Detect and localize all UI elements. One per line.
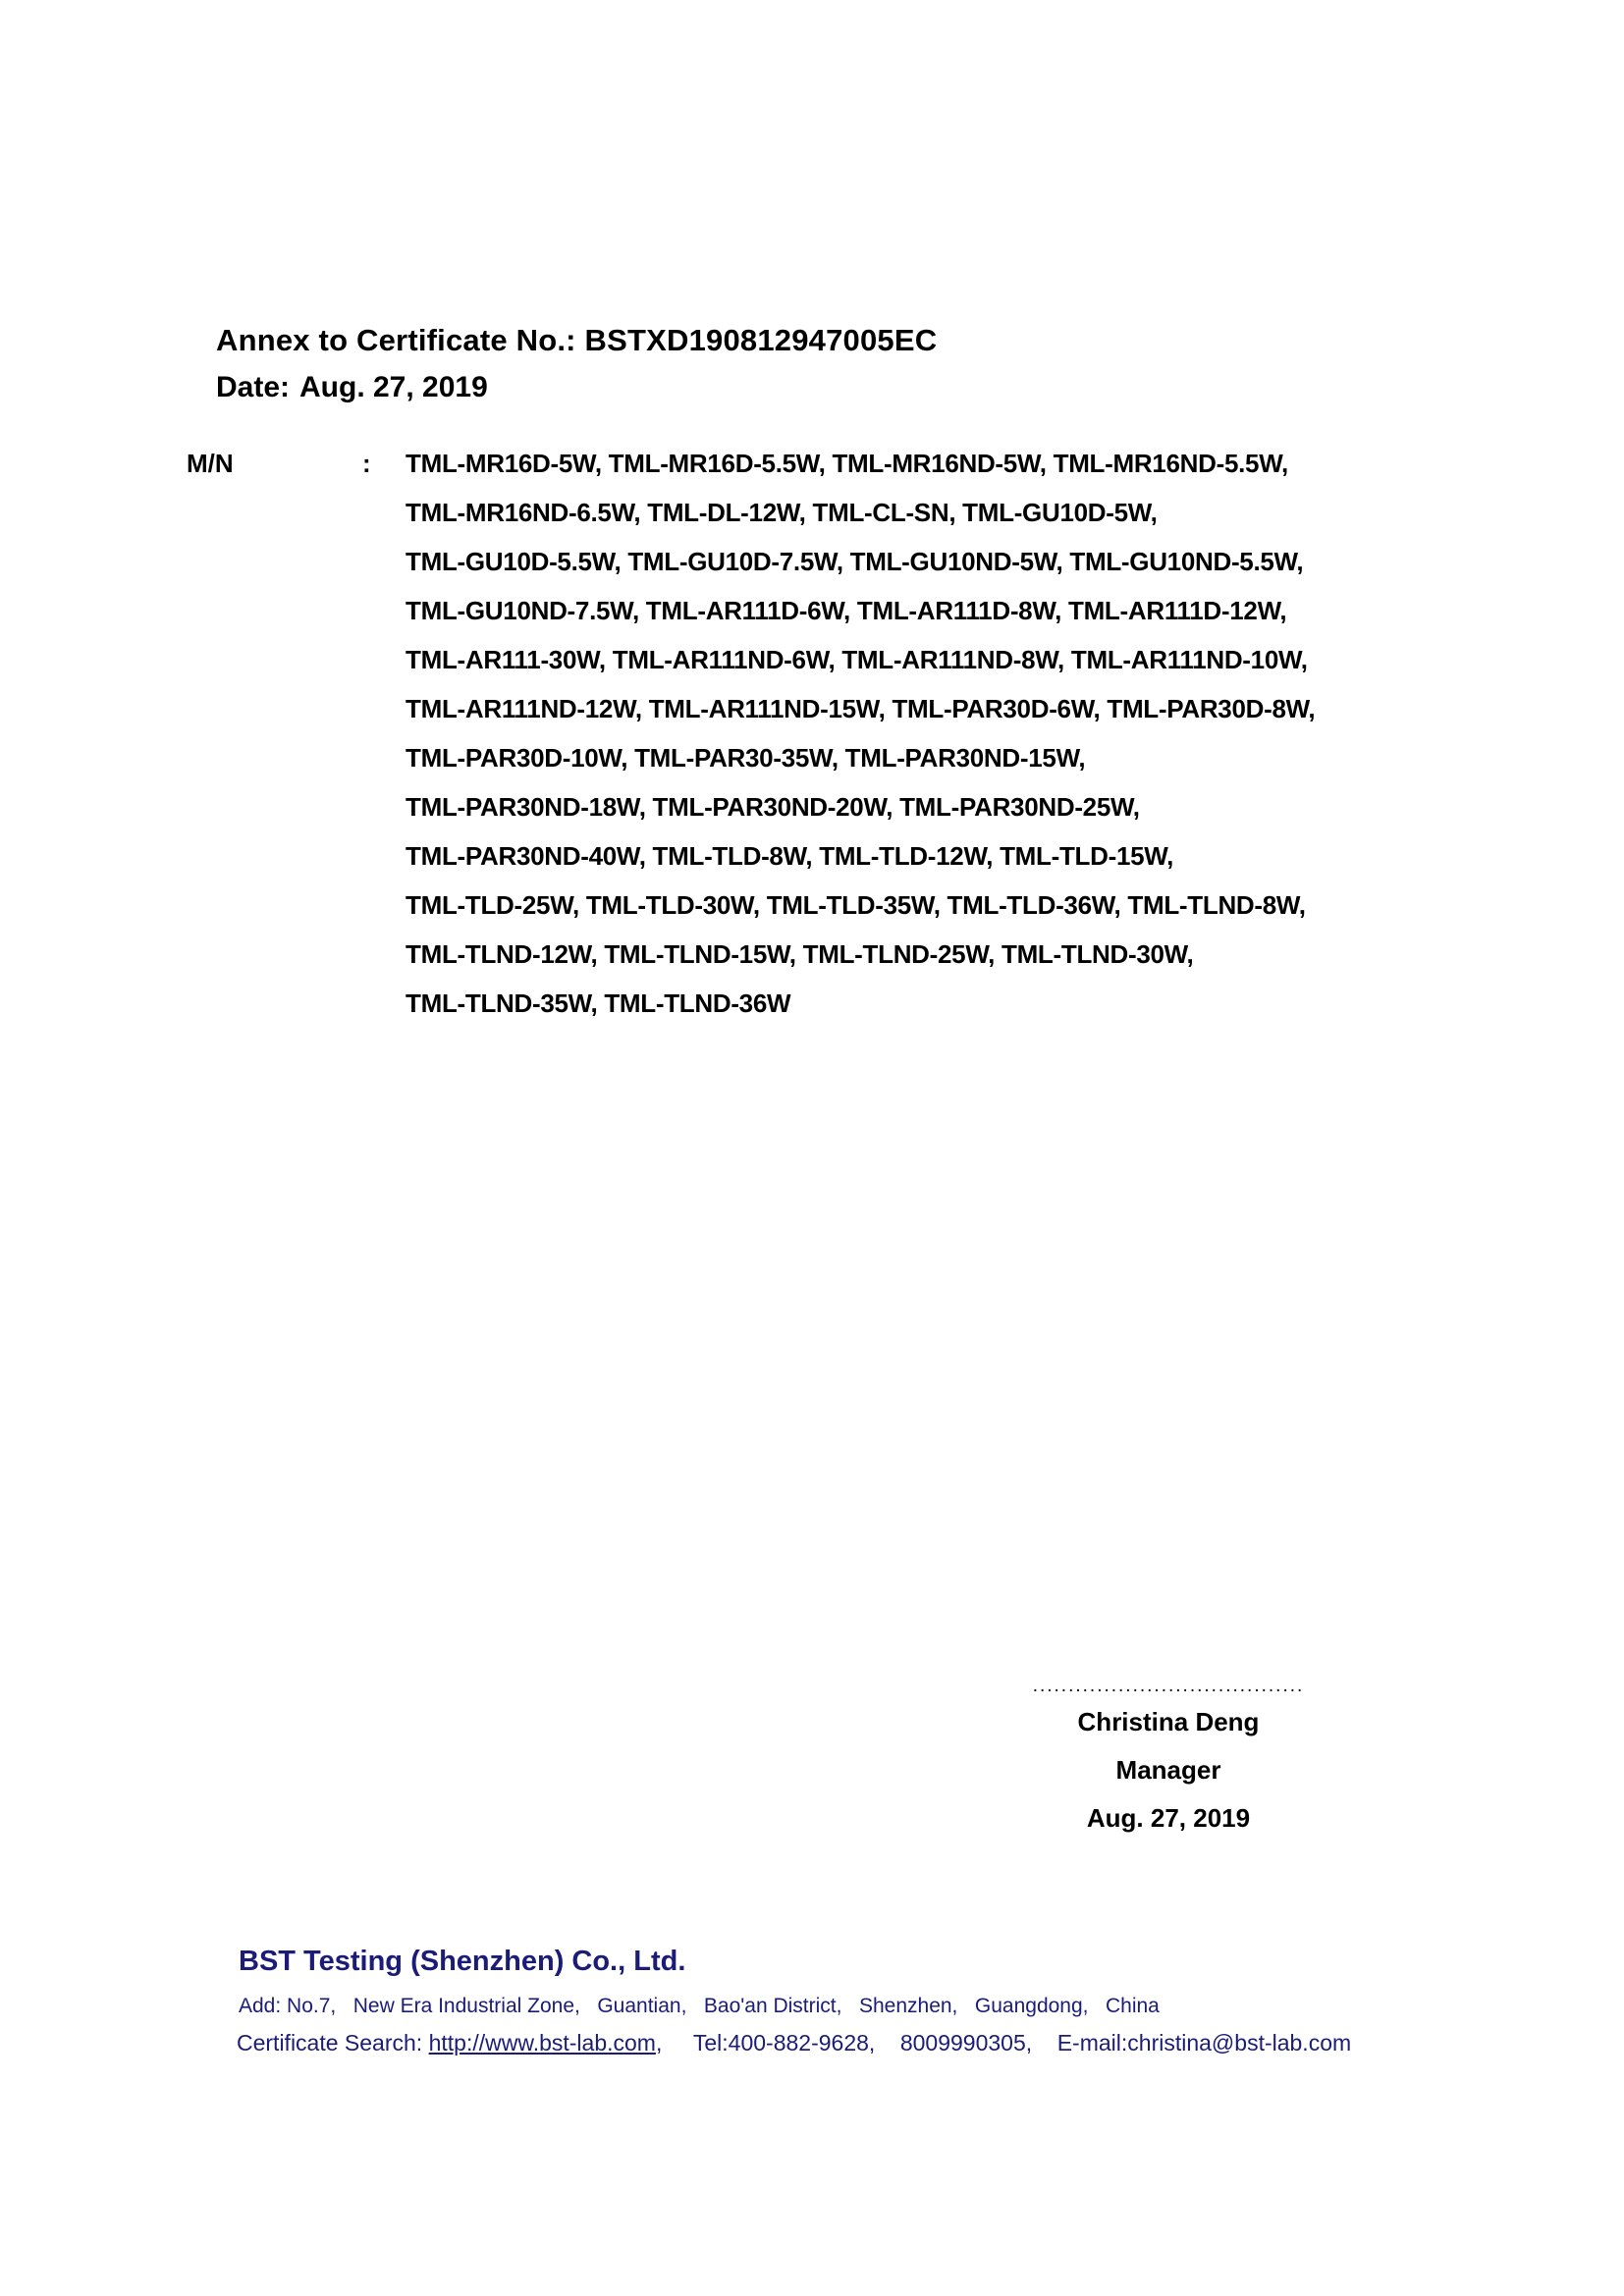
certificate-search-line [237,2030,1351,2056]
certificate-search-url-link[interactable]: http://www.bst-lab.com [428,2030,656,2056]
date-value: Aug. 27, 2019 [299,371,488,403]
model-number-line: TML-TLND-12W, TML-TLND-15W, TML-TLND-25W, TML-TLND-30W, [406,939,1194,969]
model-number-label: M/N [187,449,234,478]
signature-date: Aug. 27, 2019 [1086,1803,1251,1833]
certificate-search-contacts: , Tel:400-882-9628, 8009990305, E-mail:christina@bst-lab.com [655,2030,1352,2056]
model-number-line: TML-PAR30ND-40W, TML-TLD-8W, TML-TLD-12W, TML-TLD-15W, [406,841,1174,871]
model-number-line: TML-PAR30ND-18W, TML-PAR30ND-20W, TML-PAR30ND-25W, [406,792,1140,822]
model-number-line: TML-AR111ND-12W, TML-AR111ND-15W, TML-PAR30D-6W, TML-PAR30D-8W, [406,694,1316,723]
document-header [216,317,937,411]
model-number-line: TML-TLD-25W, TML-TLD-30W, TML-TLD-35W, TML-TLD-36W, TML-TLND-8W, [406,890,1306,920]
signatory-title: Manager [1115,1755,1221,1785]
issue-date-line [216,364,937,411]
annex-certificate-number: Annex to Certificate No.: BSTXD190812947005EC [216,323,938,357]
date-label: Date: [216,371,291,403]
model-number-list [406,439,1315,1028]
signature-block [982,1675,1355,1842]
model-number-line: TML-GU10D-5.5W, TML-GU10D-7.5W, TML-GU10ND-5W, TML-GU10ND-5.5W, [406,547,1304,576]
model-number-separator: : [362,449,371,478]
model-number-line: TML-MR16ND-6.5W, TML-DL-12W, TML-CL-SN, TML-GU10D-5W, [406,498,1158,527]
signature-dotted-line: ...................................... [1032,1676,1305,1696]
signatory-name: Christina Deng [1077,1707,1260,1736]
model-number-line: TML-MR16D-5W, TML-MR16D-5.5W, TML-MR16ND-5W, TML-MR16ND-5.5W, [406,449,1288,478]
model-number-line: TML-AR111-30W, TML-AR111ND-6W, TML-AR111ND-8W, TML-AR111ND-10W, [406,645,1308,674]
lab-company-name: BST Testing (Shenzhen) Co., Ltd. [239,1946,686,1977]
model-number-line: TML-TLND-35W, TML-TLND-36W [406,988,791,1018]
certificate-search-label: Certificate Search: [237,2030,429,2056]
model-number-line: TML-GU10ND-7.5W, TML-AR111D-6W, TML-AR111D-8W, TML-AR111D-12W, [406,596,1287,625]
model-number-line: TML-PAR30D-10W, TML-PAR30-35W, TML-PAR30ND-15W, [406,743,1086,773]
lab-address: Add: No.7, New Era Industrial Zone, Guantian, Bao'an District, Shenzhen, Guangdong, China [239,1995,1160,2017]
